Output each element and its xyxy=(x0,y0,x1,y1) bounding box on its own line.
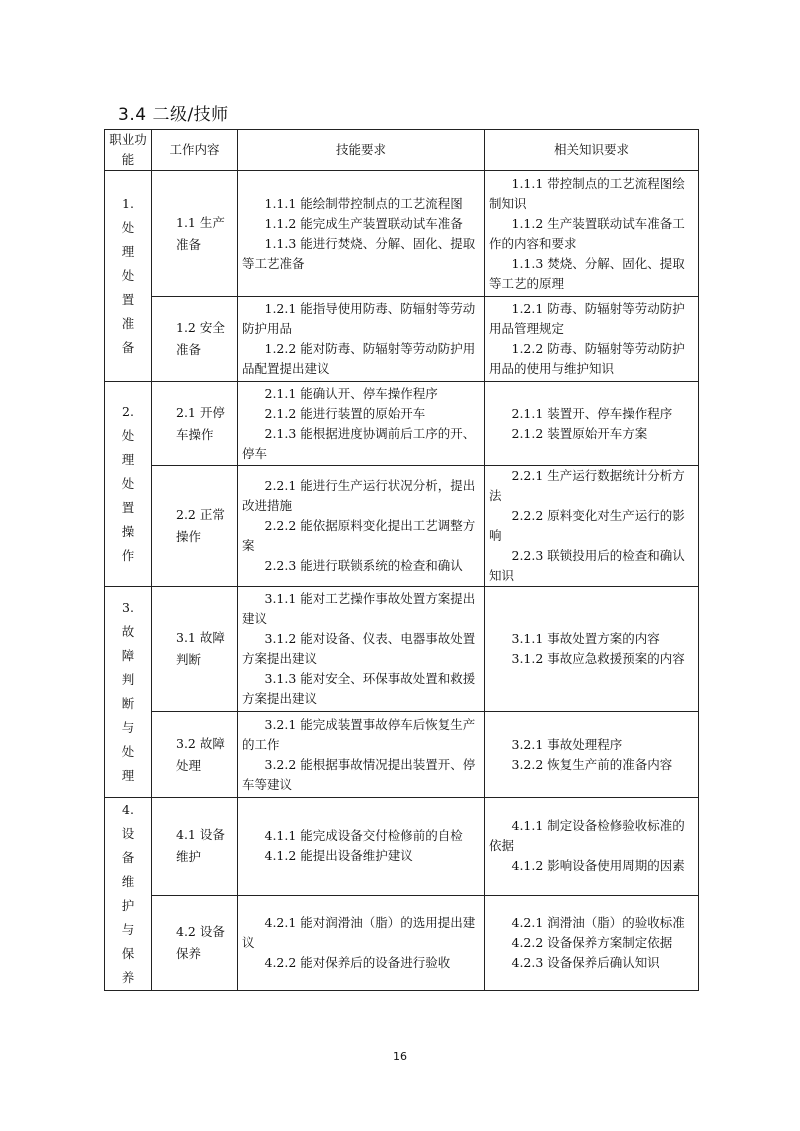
knowledge-line: 2.2.1 生产运行数据统计分析方法 xyxy=(489,468,685,503)
header-work: 工作内容 xyxy=(152,130,238,171)
skill-line: 2.1.1 能确认开、停车操作程序 xyxy=(264,385,438,401)
knowledge-line: 4.2.2 设备保养方案制定依据 xyxy=(511,934,673,950)
knowledge-line: 3.1.1 事故处置方案的内容 xyxy=(511,631,660,646)
table-row xyxy=(105,297,699,382)
table-row xyxy=(105,171,699,297)
knowledge-line: 2.2.2 原料变化对生产运行的影响 xyxy=(489,508,685,543)
skill-line: 4.2.1 能对润滑油（脂）的选用提出建议 xyxy=(242,914,476,950)
skill-cell xyxy=(238,171,485,297)
knowledge-line: 2.1.1 装置开、停车操作程序 xyxy=(511,405,673,421)
role-number: 3. xyxy=(122,600,134,615)
knowledge-line: 4.2.1 润滑油（脂）的验收标准 xyxy=(511,914,685,930)
skill-cell xyxy=(238,466,485,587)
skill-line: 1.1.1 能绘制带控制点的工艺流程图 xyxy=(264,195,463,211)
skill-line: 1.2.1 能指导使用防毒、防辐射等劳动防护用品 xyxy=(242,301,476,336)
skill-line: 4.2.2 能对保养后的设备进行验收 xyxy=(264,954,451,970)
work-label: 3.2 故障处理 xyxy=(176,735,225,773)
knowledge-line: 3.2.1 事故处理程序 xyxy=(511,736,623,752)
knowledge-line: 1.2.2 防毒、防辐射等劳动防护用品的使用与维护知识 xyxy=(489,341,685,376)
role-number: 1. xyxy=(122,196,134,211)
knowledge-cell xyxy=(485,895,699,990)
work-label: 2.2 正常操作 xyxy=(176,507,225,544)
knowledge-line: 2.2.3 联锁投用后的检查和确认知识 xyxy=(489,548,685,583)
knowledge-cell xyxy=(485,712,699,798)
table-row xyxy=(105,382,699,466)
role-cell xyxy=(105,171,152,382)
knowledge-line: 4.2.3 设备保养后确认知识 xyxy=(511,954,660,970)
skill-line: 2.2.2 能依据原料变化提出工艺调整方案 xyxy=(242,518,476,553)
knowledge-cell xyxy=(485,382,699,466)
work-cell xyxy=(152,895,238,990)
skill-cell xyxy=(238,382,485,466)
knowledge-line: 1.1.3 焚烧、分解、固化、提取等工艺的原理 xyxy=(489,255,685,291)
skill-line: 3.2.1 能完成装置事故停车后恢复生产的工作 xyxy=(242,716,476,752)
role-number: 4. xyxy=(122,802,134,817)
knowledge-cell xyxy=(485,798,699,896)
role-name: 设备维护与保养 xyxy=(121,826,135,985)
work-label: 4.1 设备维护 xyxy=(176,827,225,865)
work-label: 2.1 开停车操作 xyxy=(176,404,225,442)
knowledge-line: 3.2.2 恢复生产前的准备内容 xyxy=(511,756,673,772)
role-name: 处理处置操作 xyxy=(121,428,135,563)
work-cell xyxy=(152,171,238,297)
knowledge-cell xyxy=(485,171,699,297)
knowledge-line: 1.1.1 带控制点的工艺流程图绘制知识 xyxy=(489,175,685,211)
header-skill: 技能要求 xyxy=(238,130,485,171)
work-label: 3.1 故障判断 xyxy=(176,630,225,667)
table-row xyxy=(105,712,699,798)
knowledge-line: 1.1.2 生产装置联动试车准备工作的内容和要求 xyxy=(489,215,685,251)
knowledge-line: 1.2.1 防毒、防辐射等劳动防护用品管理规定 xyxy=(489,301,685,336)
skill-line: 3.1.1 能对工艺操作事故处置方案提出建议 xyxy=(242,591,476,626)
knowledge-line: 2.1.2 装置原始开车方案 xyxy=(511,425,648,441)
role-cell xyxy=(105,587,152,798)
skill-line: 2.2.1 能进行生产运行状况分析，提出改进措施 xyxy=(242,478,476,513)
table-row xyxy=(105,587,699,712)
skill-cell xyxy=(238,587,485,712)
page-number: 16 xyxy=(393,1050,407,1063)
section-title: 3.4 二级/技师 xyxy=(118,105,229,125)
skill-line: 2.1.3 能根据进度协调前后工序的开、停车 xyxy=(242,425,476,461)
skill-line: 1.1.2 能完成生产装置联动试车准备 xyxy=(264,215,463,231)
header-knowledge: 相关知识要求 xyxy=(485,130,699,171)
skills-table xyxy=(104,129,699,991)
role-cell xyxy=(105,382,152,587)
work-label: 4.2 设备保养 xyxy=(176,923,225,961)
work-cell xyxy=(152,587,238,712)
knowledge-cell xyxy=(485,297,699,382)
skill-line: 4.1.1 能完成设备交付检修前的自检 xyxy=(264,828,463,844)
skill-line: 3.1.3 能对安全、环保事故处置和救援方案提出建议 xyxy=(242,671,476,706)
knowledge-cell xyxy=(485,587,699,712)
role-name: 处理处置准备 xyxy=(121,220,135,355)
table-header-row xyxy=(105,130,699,171)
role-cell xyxy=(105,798,152,991)
work-cell xyxy=(152,798,238,896)
skill-cell xyxy=(238,895,485,990)
skill-line: 4.1.2 能提出设备维护建议 xyxy=(264,848,413,864)
knowledge-line: 4.1.1 制定设备检修验收标准的依据 xyxy=(489,818,685,854)
table-row xyxy=(105,798,699,896)
skill-line: 3.1.2 能对设备、仪表、电器事故处置方案提出建议 xyxy=(242,631,476,666)
skill-cell xyxy=(238,798,485,896)
skill-cell xyxy=(238,712,485,798)
skill-line: 1.2.2 能对防毒、防辐射等劳动防护用品配置提出建议 xyxy=(242,341,476,376)
table-row xyxy=(105,466,699,587)
header-role: 职业功能 xyxy=(105,130,152,171)
work-label: 1.1 生产准备 xyxy=(176,214,225,252)
knowledge-line: 3.1.2 事故应急救援预案的内容 xyxy=(511,651,685,666)
work-label: 1.2 安全准备 xyxy=(176,320,225,357)
skill-cell xyxy=(238,297,485,382)
work-cell xyxy=(152,466,238,587)
table-row xyxy=(105,895,699,990)
skill-line: 2.2.3 能进行联锁系统的检查和确认 xyxy=(264,558,463,573)
knowledge-line: 4.1.2 影响设备使用周期的因素 xyxy=(511,858,685,874)
role-name: 故障判断与处理 xyxy=(121,624,135,783)
skill-line: 1.1.3 能进行焚烧、分解、固化、提取等工艺准备 xyxy=(242,235,476,271)
work-cell xyxy=(152,382,238,466)
work-cell xyxy=(152,297,238,382)
work-cell xyxy=(152,712,238,798)
skill-line: 3.2.2 能根据事故情况提出装置开、停车等建议 xyxy=(242,756,476,792)
knowledge-cell xyxy=(485,466,699,587)
skill-line: 2.1.2 能进行装置的原始开车 xyxy=(264,405,426,421)
role-number: 2. xyxy=(122,404,134,419)
